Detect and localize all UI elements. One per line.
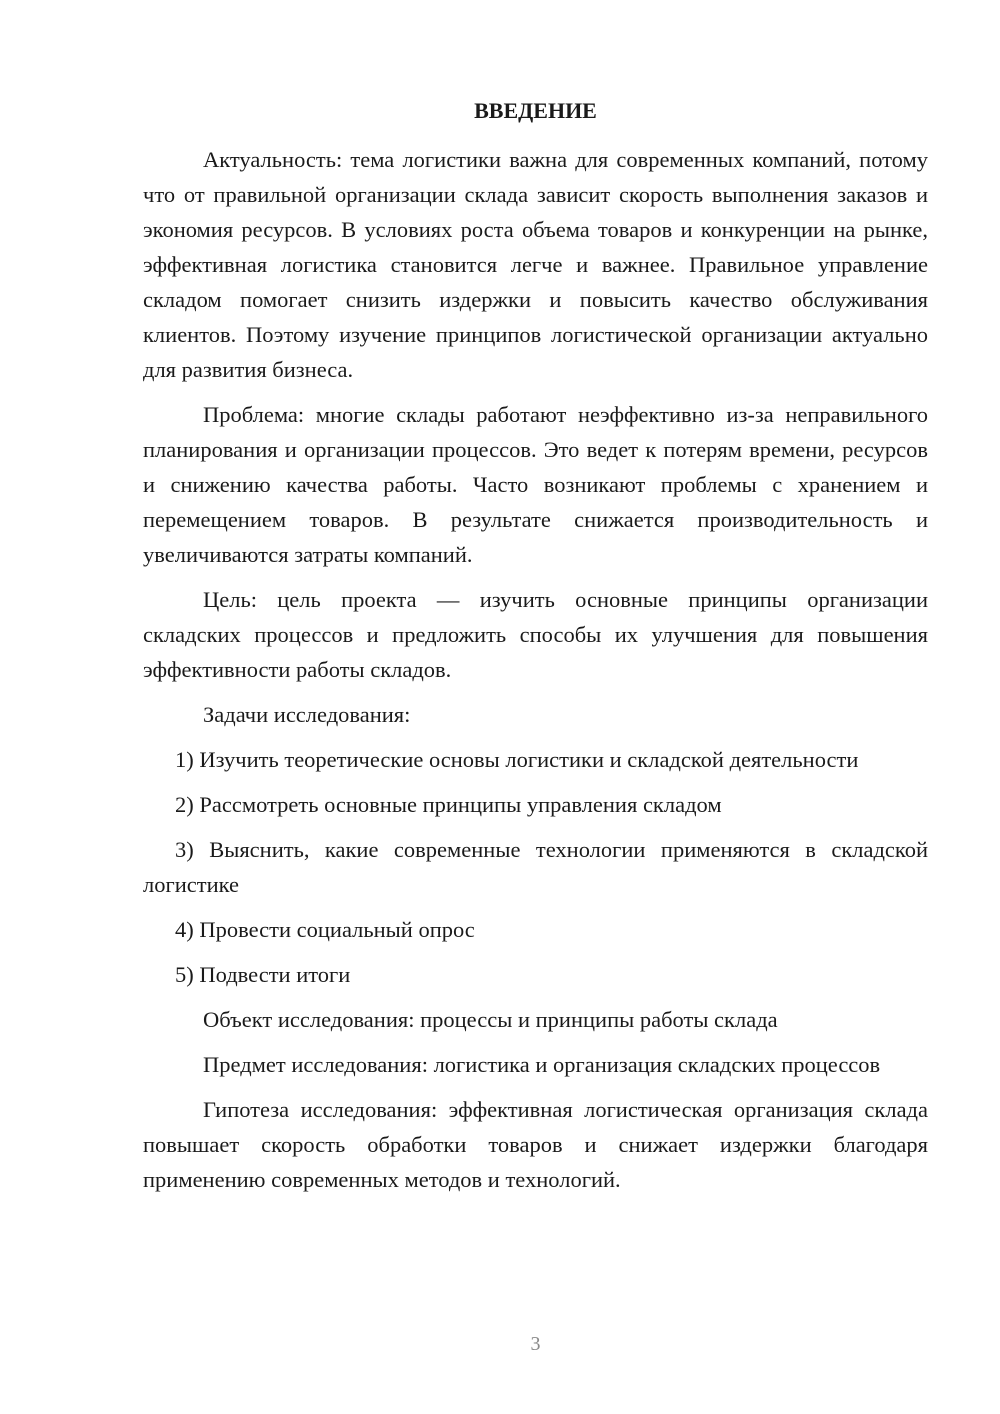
- list-item-task-3: 3) Выяснить, какие современные технологии применяются в складской логистике: [143, 837, 928, 897]
- page-title: ВВЕДЕНИЕ: [474, 98, 597, 123]
- list-item-task-4: 4) Провести социальный опрос: [175, 917, 475, 942]
- paragraph-problem: Проблема: многие склады работают неэффективно из-за неправильного планирования и организации процессов. Это ведет к потерям времени, ресурсов и снижению качества работы. Часто возникают проблемы с хранением и перемещением товаров. В результате снижается производительность и увеличиваются затраты компаний.: [143, 402, 928, 567]
- paragraph-goal: Цель: цель проекта — изучить основные принципы организации складских процессов и предложить способы их улучшения для повышения эффективности работы складов.: [143, 587, 928, 682]
- page-number: 3: [530, 1333, 541, 1355]
- paragraph-subject: Предмет исследования: логистика и организация складских процессов: [203, 1052, 881, 1077]
- list-item-task-1: 1) Изучить теоретические основы логистики и складской деятельности: [175, 747, 859, 772]
- tasks-heading: Задачи исследования:: [203, 702, 411, 727]
- paragraph-object: Объект исследования: процессы и принципы работы склада: [203, 1007, 778, 1032]
- document-body: [143, 142, 928, 1207]
- paragraph-hypothesis: Гипотеза исследования: эффективная логистическая организация склада повышает скорость обработки товаров и снижает издержки благодаря применению современных методов и технологий.: [143, 1097, 928, 1192]
- paragraph-relevance: Актуальность: тема логистики важна для современных компаний, потому что от правильной организации склада зависит скорость выполнения заказов и экономия ресурсов. В условиях роста объема товаров и конкуренции на рынке, эффективная логистика становится легче и важнее. Правильное управление складом помогает снизить издержки и повысить качество обслуживания клиентов. Поэтому изучение принципов логистической организации актуально для развития бизнеса.: [143, 147, 928, 382]
- list-item-task-5: 5) Подвести итоги: [175, 962, 351, 987]
- list-item-task-2: 2) Рассмотреть основные принципы управления складом: [175, 792, 722, 817]
